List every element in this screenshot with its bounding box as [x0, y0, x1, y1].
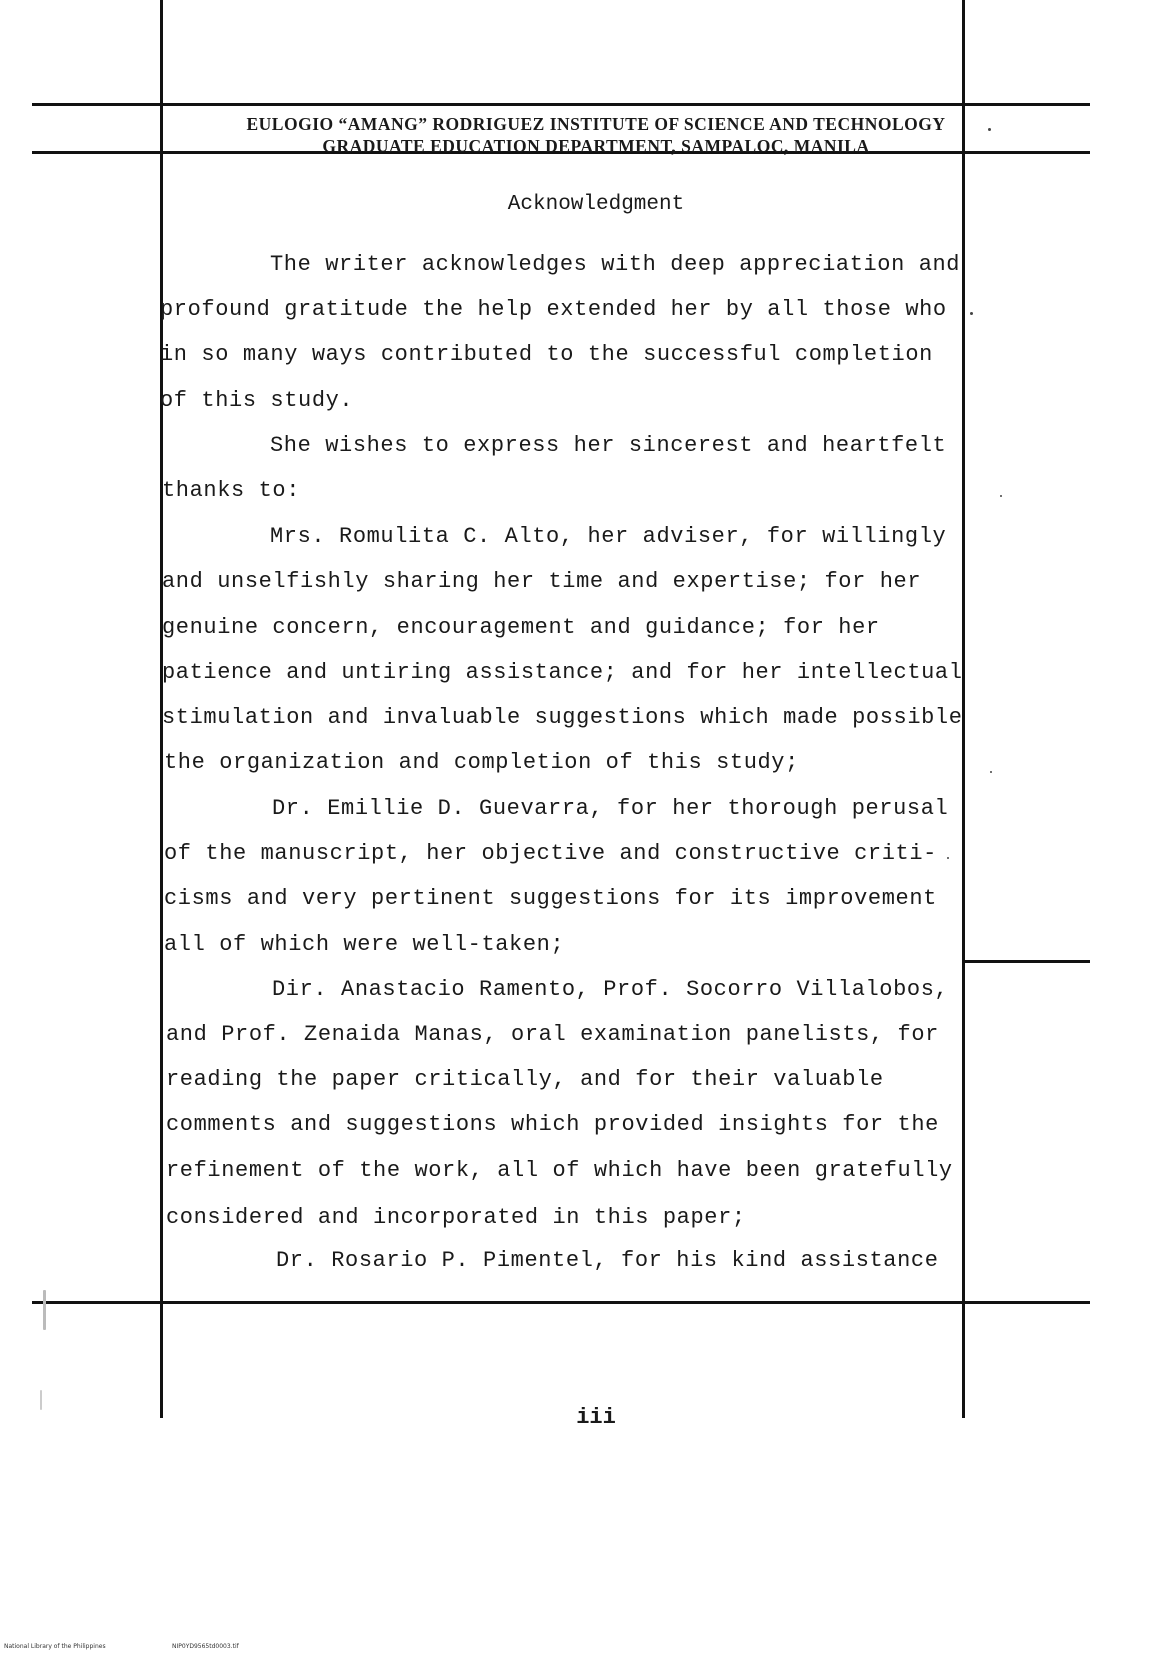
- text-line: profound gratitude the help extended her by all those who: [160, 297, 947, 322]
- institution-header: [170, 113, 1022, 157]
- text-line: all of which were well-taken;: [164, 932, 565, 957]
- footer-file-label: NIP0YD9565td0003.tif: [172, 1643, 239, 1650]
- page-title: Acknowledgment: [507, 193, 685, 216]
- scan-speck: [40, 1390, 42, 1410]
- text-line: Dr. Emillie D. Guevarra, for her thorough perusal: [272, 796, 949, 821]
- text-line: cisms and very pertinent suggestions for its improvement: [164, 886, 937, 911]
- scan-speck: [1000, 495, 1002, 497]
- text-line: of this study.: [160, 388, 354, 413]
- scan-speck: [970, 312, 973, 315]
- scan-speck: [990, 771, 992, 773]
- text-line: refinement of the work, all of which have been gratefully: [166, 1158, 953, 1183]
- text-line: The writer acknowledges with deep appreciation and: [270, 252, 961, 277]
- text-line: reading the paper critically, and for their valuable: [166, 1067, 884, 1092]
- text-line: of the manuscript, her objective and constructive criti-: [164, 841, 937, 866]
- text-line: genuine concern, encouragement and guidance; for her: [162, 615, 880, 640]
- scan-speck: [988, 128, 991, 131]
- text-line: Dr. Rosario P. Pimentel, for his kind assistance: [276, 1248, 939, 1273]
- footer-rule: [32, 1301, 1090, 1304]
- footer-library-label: National Library of the Philippines: [4, 1643, 106, 1650]
- text-line: stimulation and invaluable suggestions which made possible: [162, 705, 963, 730]
- institution-name: EULOGIO “AMANG” RODRIGUEZ INSTITUTE OF SCIENCE AND TECHNOLOGY: [246, 114, 946, 134]
- text-line: the organization and completion of this study;: [164, 750, 799, 775]
- text-line: patience and untiring assistance; and for her intellectual: [162, 660, 963, 685]
- text-line: thanks to:: [162, 478, 301, 503]
- scan-speck: [43, 1290, 46, 1330]
- text-line: comments and suggestions which provided insights for the: [166, 1112, 939, 1137]
- page-number: iii: [576, 1405, 616, 1430]
- text-line: She wishes to express her sincerest and heartfelt: [270, 433, 947, 458]
- department-name: GRADUATE EDUCATION DEPARTMENT, SAMPALOC, MANILA: [322, 136, 870, 156]
- scan-speck: [947, 857, 949, 859]
- header-top-rule: [32, 103, 1090, 106]
- text-line: and unselfishly sharing her time and expertise; for her: [162, 569, 922, 594]
- text-line: Mrs. Romulita C. Alto, her adviser, for willingly: [270, 524, 947, 549]
- text-line: Dir. Anastacio Ramento, Prof. Socorro Villalobos,: [272, 977, 949, 1002]
- text-line: considered and incorporated in this paper;: [166, 1205, 746, 1230]
- text-line: and Prof. Zenaida Manas, oral examination panelists, for: [166, 1022, 939, 1047]
- text-line: in so many ways contributed to the successful completion: [160, 342, 933, 367]
- right-side-rule: [962, 960, 1090, 963]
